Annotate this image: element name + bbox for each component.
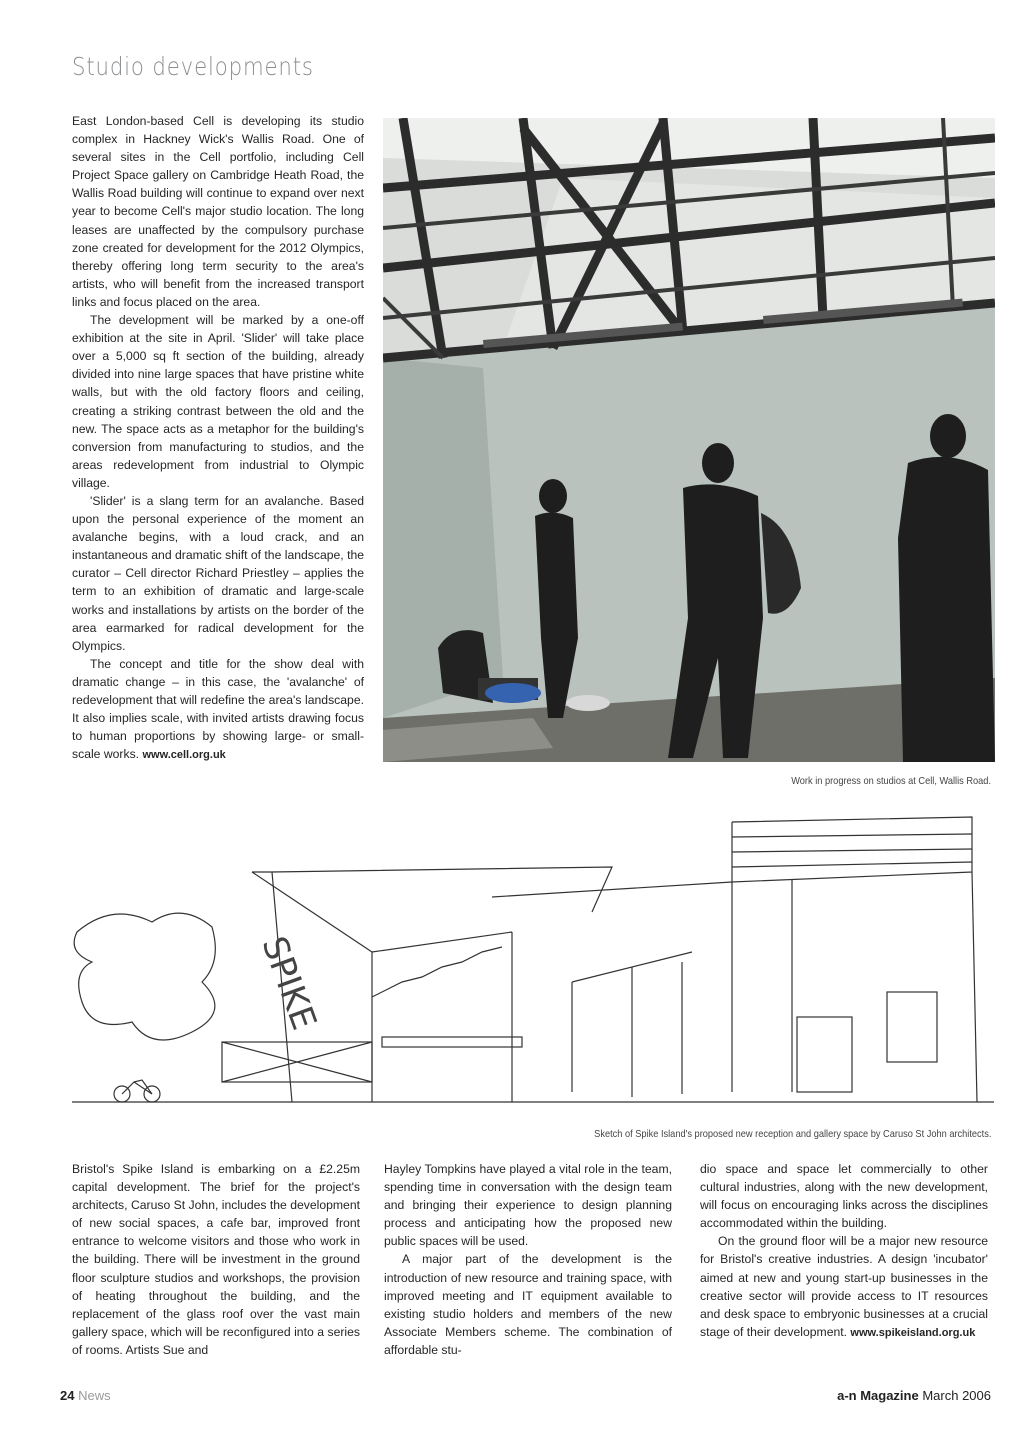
- article-paragraph: Hayley Tompkins have played a vital role in the team, spending time in conversation with the design team and bringing their experience to design planning process and anticipating how the proposed new public spaces will be used.: [384, 1162, 672, 1249]
- footer-page: [60, 1388, 111, 1403]
- article-paragraph-text: The concept and title for the show deal with dramatic change – in this case, the 'avalanche' of redevelopment that will redefine the area's landscape. It also implies scale, with invited artists drawing focus to human proportions by showing large- or small-scale works.: [72, 656, 364, 762]
- spikeisland-url[interactable]: www.spikeisland.org.uk: [850, 1326, 976, 1339]
- cell-article: [72, 112, 364, 764]
- spike-article-col1: [72, 1160, 360, 1359]
- issue-date: March 2006: [922, 1388, 991, 1403]
- architect-sketch: [72, 812, 994, 1122]
- article-paragraph: dio space and space let commercially to other cultural industries, along with the new development, will focus on encouraging links across the disciplines accommodated within the building.: [700, 1162, 988, 1231]
- cell-url[interactable]: www.cell.org.uk: [142, 749, 226, 762]
- spike-article-col2: [384, 1160, 672, 1359]
- article-paragraph: The development will be marked by a one-off exhibition at the site in April. 'Slider' will take place over a 5,000 sq ft section of the building, already divided into nine large spaces that have pristine white walls, but with the old factory floors and ceiling, creating a striking contrast between the old and the new. The space acts as a metaphor for the building's conversion from manufacturing to studios, and the areas redevelopment from industrial to Olympic village.: [72, 313, 364, 490]
- sketch-caption: Sketch of Spike Island's proposed new reception and gallery space by Caruso St John architects.: [593, 1128, 991, 1140]
- article-paragraph: Bristol's Spike Island is embarking on a £2.25m capital development. The brief for the project's architects, Caruso St John, includes the development of new social spaces, a cafe bar, improved front entrance to welcome visitors and those who work in the building. There will be investment in the ground floor sculpture studios and workshops, the provision of heating throughout the building, and the replacement of the glass roof over the vast main gallery space, which will be reconfigured into a series of rooms. Artists Sue and: [72, 1162, 360, 1357]
- magazine-name: a-n Magazine: [837, 1388, 919, 1403]
- sketch-sign-text: SPIKE: [253, 931, 324, 1036]
- article-paragraph: [72, 655, 364, 765]
- article-paragraph: [700, 1232, 988, 1342]
- studio-photo: [383, 118, 995, 762]
- article-paragraph: A major part of the development is the introduction of new resource and training space, with improved meeting and IT equipment available to existing studio holders and members of the new Associate Members scheme. The combination of affordable stu-: [384, 1252, 672, 1357]
- spike-article-col3: [700, 1160, 988, 1342]
- article-paragraph-text: On the ground floor will be a major new resource for Bristol's creative industries. A design 'incubator' aimed at new and young start-up businesses in the creative sector will provide access to IT resources and desk space to embryonic businesses at a crucial stage of their development.: [700, 1234, 988, 1339]
- article-paragraph: 'Slider' is a slang term for an avalanche. Based upon the personal experience of the moment an avalanche begins, with a loud crack, and an instantaneous and dramatic shift of the landscape, the curator – Cell director Richard Priestley – applies the term to an exhibition of dramatic and large-scale works and installations by artists on the border of the area earmarked for radical development for the Olympics.: [72, 493, 365, 653]
- page-number: 24: [60, 1388, 75, 1403]
- article-paragraph: East London-based Cell is developing its studio complex in Hackney Wick's Wallis Road. One of several sites in the Cell portfolio, including Cell Project Space gallery on Cambridge Heath Road, the Wallis Road building will continue to expand over next year to become Cell's major studio location. The long leases are unaffected by the compulsory purchase zone created for development for the 2012 Olympics, thereby offering long term security to the area's artists, who will benefit from the increased transport links and focus placed on the area.: [72, 114, 364, 309]
- page-title: Studio developments: [72, 52, 314, 81]
- footer-magazine: [837, 1388, 991, 1403]
- photo-caption: Work in progress on studios at Cell, Wallis Road.: [791, 775, 991, 787]
- section-name: News: [78, 1388, 111, 1403]
